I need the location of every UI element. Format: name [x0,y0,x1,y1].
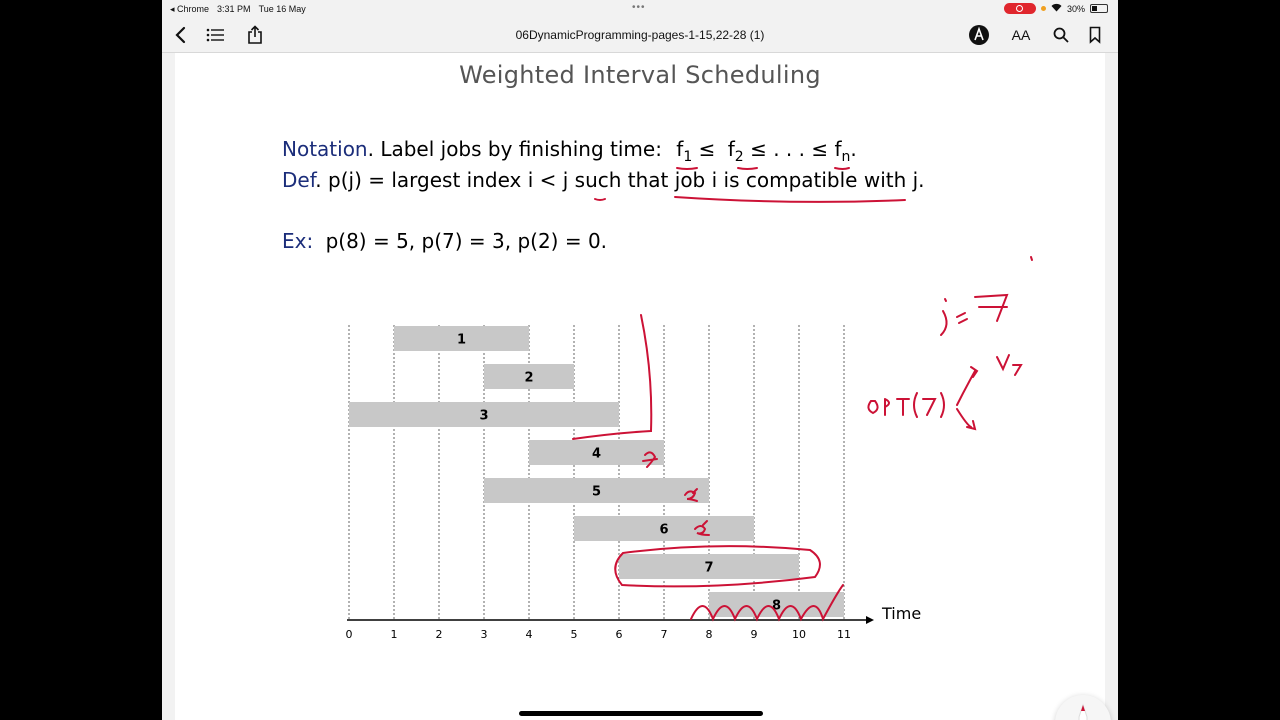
mark-5 [685,489,697,501]
def-text: . p(j) = largest index i < j such that job i is compatible with j. [315,168,925,192]
leq-symbol: ≤ [698,137,716,161]
example-text: p(8) = 5, p(7) = 3, p(2) = 0. [325,229,608,253]
mic-indicator-icon [1041,6,1046,11]
status-time: 3:31 PM [217,4,251,14]
axis-label-time: Time [882,604,922,623]
tick-label-9: 9 [750,628,758,641]
slide-title: Weighted Interval Scheduling [459,61,821,89]
underline-fn [835,168,849,169]
tick-label-11: 11 [837,628,851,641]
mark-6 [695,521,709,535]
job-label-1: 1 [456,332,467,348]
status-bar [162,0,1118,18]
scribble-job-8 [691,585,843,619]
f2-symbol: $f_2$ [727,137,744,165]
underline-j [595,199,605,200]
text-size-button[interactable]: AA [1011,27,1031,43]
bracket-after-3 [573,315,651,439]
job-label-4: 4 [591,446,602,462]
job-label-8: 8 [771,598,782,614]
home-indicator[interactable] [519,711,763,716]
ipad-screen [162,0,1118,720]
battery-icon [1090,4,1108,13]
underline-f1 [677,168,697,169]
leq-chain: ≤ . . . ≤ [750,137,829,161]
document-title: 06DynamicProgramming-pages-1-15,22-28 (1) [515,28,765,42]
tick-label-6: 6 [615,628,623,641]
f1-symbol: $f_1$ [676,137,693,165]
notation-keyword: Notation [282,137,368,161]
status-date: Tue 16 May [258,4,306,14]
job-label-7: 7 [704,560,714,576]
job-label-6: 6 [659,522,669,538]
note-j-equals-7 [941,295,1007,335]
note-v7 [997,355,1021,375]
pdf-toolbar [162,18,1118,53]
note-opt-7 [868,393,944,417]
underline-f2 [738,168,757,169]
job-label-2: 2 [524,370,534,386]
underline-compatible [675,197,905,202]
def-keyword: Def [282,168,316,192]
wifi-icon [1051,3,1062,14]
multitasking-dots[interactable]: ••• [632,2,646,13]
tick-label-10: 10 [792,628,806,641]
pencil-tool-button[interactable] [1055,695,1111,720]
fn-symbol: $f_n$ [834,137,851,165]
bookmark-icon[interactable] [1084,24,1106,46]
tick-label-3: 3 [480,628,488,641]
handwritten-annotations [175,53,1105,720]
tick-label-0: 0 [345,628,353,641]
back-to-app-link[interactable]: ◂ Chrome [170,4,210,14]
markup-pen-icon[interactable] [968,24,990,46]
stray-dot [1031,257,1032,260]
notation-line: Notation. Label jobs by finishing time: $f_1 \le f_2$ ≤ . . . ≤ $f_n$. [282,137,857,165]
tick-label-8: 8 [705,628,713,641]
screen-recording-icon[interactable] [1004,3,1036,14]
tick-label-1: 1 [390,628,398,641]
search-icon[interactable] [1050,24,1072,46]
job-label-3: 3 [479,408,489,424]
job-label-5: 5 [591,484,602,500]
tick-label-5: 5 [570,628,578,641]
tick-label-2: 2 [435,628,443,641]
mark-4 [643,452,657,467]
battery-percent: 30% [1066,3,1085,14]
notation-text: . Label jobs by finishing time: [367,137,662,161]
pdf-page[interactable] [175,53,1105,720]
note-branch [957,367,977,429]
example-keyword: Ex: [282,229,314,253]
circle-job-7 [615,546,820,586]
tick-label-7: 7 [660,628,668,641]
tick-label-4: 4 [525,628,533,641]
